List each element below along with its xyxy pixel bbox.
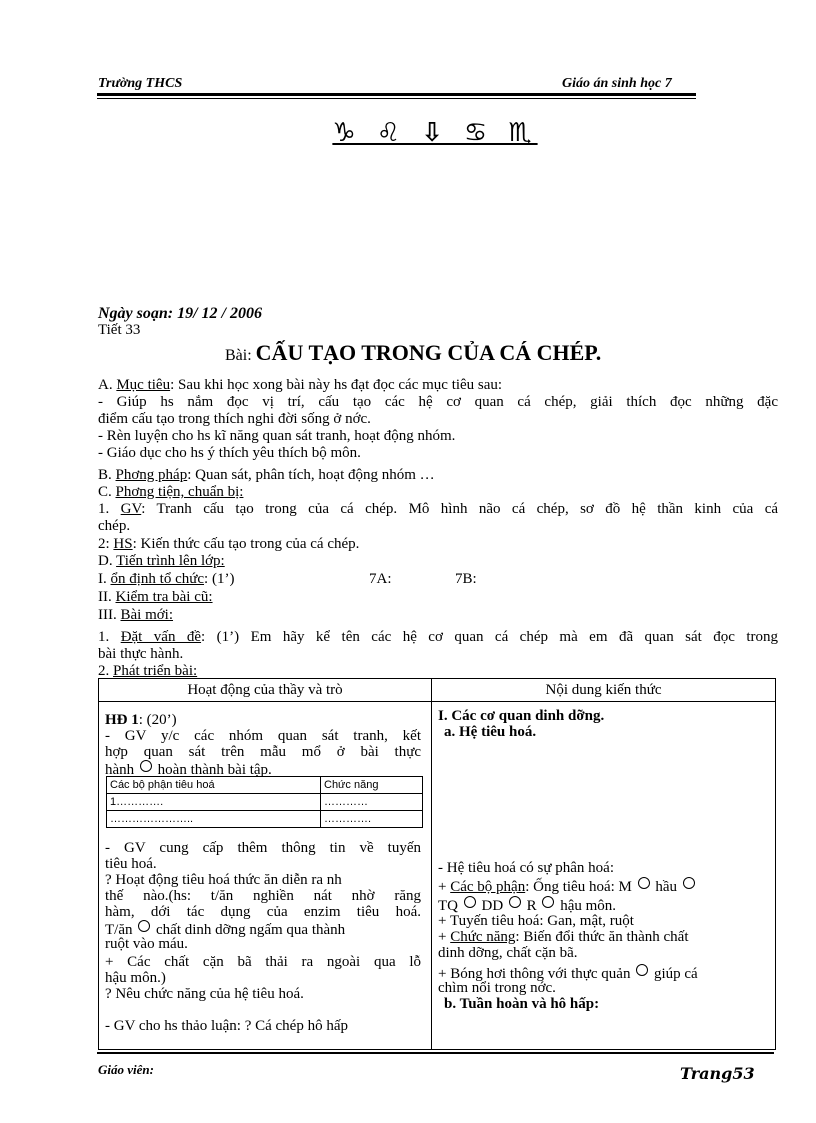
content-line-10: chìm nổi trong nớc. <box>438 980 556 996</box>
header-rule <box>97 93 696 96</box>
activity-line-8: hàm, dới tác dụng của enzim tiêu hoá. <box>105 904 421 920</box>
step-iii-line <box>98 607 778 624</box>
arrow-circle-icon <box>683 877 695 889</box>
section-a-title: Mục tiêu <box>116 377 171 393</box>
content-line-3: - Hệ tiêu hoá có sự phân hoá: <box>438 860 614 876</box>
section-d-label: D. <box>98 553 113 569</box>
worksheet-cell: 1…………. <box>107 794 321 811</box>
step-i-label: I. <box>98 571 107 587</box>
lesson-title-prefix: Bài: <box>225 347 252 364</box>
step-i-line <box>98 571 778 588</box>
content-line-4 <box>438 877 697 895</box>
lesson-title <box>225 340 601 366</box>
prep-teacher <box>98 501 778 518</box>
arrow-circle-icon <box>636 964 648 976</box>
content-cell <box>432 702 776 1050</box>
content-line-4b: Các bộ phận <box>450 879 526 895</box>
worksheet-header-parts: Các bộ phận tiêu hoá <box>107 777 321 794</box>
col-header-activities: Hoạt động của thầy và trò <box>99 679 432 702</box>
content-line-5d: hậu môn. <box>560 898 617 914</box>
content-heading-2: a. Hệ tiêu hoá. <box>444 724 537 740</box>
prep-student-label: 2: <box>98 536 110 552</box>
activity-line-1: - GV y/c các nhóm quan sát tranh, kết <box>105 728 421 744</box>
period-number: Tiết 33 <box>98 322 141 338</box>
activity-line-11: + Các chất cặn bã thải ra ngoài qua lỗ <box>105 954 421 970</box>
content-line-7 <box>438 929 689 945</box>
col-header-content: Nội dung kiến thức <box>432 679 776 702</box>
intro-label: 1. <box>98 629 110 645</box>
arrow-circle-icon <box>140 760 152 772</box>
date-prepared: Ngày soạn: 19/ 12 / 2006 <box>98 305 262 322</box>
section-b-label: B. <box>98 467 112 483</box>
content-line-4d: hầu <box>655 879 678 895</box>
content-line-7c: : Biến đổi thức ăn thành chất <box>515 929 689 945</box>
class-7b: 7B: <box>455 571 477 587</box>
prep-teacher-text: : Tranh cấu tạo trong của cá chép. Mô hình não cá chép, sơ đồ hệ thần kinh của cá <box>141 501 779 517</box>
class-7a: 7A: <box>369 571 392 587</box>
activity-line-14: - GV cho hs thảo luận: ? Cá chép hô hấp <box>105 1018 348 1034</box>
worksheet-header-function: Chức năng <box>321 777 423 794</box>
section-b-line <box>98 467 778 484</box>
arrow-circle-icon <box>509 896 521 908</box>
step-i-title: ổn định tổ chức <box>110 571 205 587</box>
content-line-5c: R <box>526 898 537 914</box>
section-b-title: Phơng pháp <box>115 467 188 483</box>
content-line-5 <box>438 896 616 914</box>
activity-line-10: ruột vào máu. <box>105 936 188 952</box>
intro-line-b: bài thực hành. <box>98 646 184 662</box>
prep-teacher-label: 1. <box>98 501 110 517</box>
section-a-line <box>98 377 778 394</box>
prep-teacher-b: chép. <box>98 518 131 534</box>
content-line-5a: TQ <box>438 898 458 914</box>
development-title: Phát triển bài: <box>113 663 198 679</box>
step-iii-title: Bài mới: <box>120 607 174 623</box>
activity-line-2: hợp quan sát trên mẫu mổ ở bài thực <box>105 744 421 760</box>
content-line-8: dinh dỡng, chất cặn bã. <box>438 945 578 961</box>
intro-text: : (1’) Em hãy kể tên các hệ cơ quan cá chép mà em đã quan sát đọc trong <box>201 629 778 645</box>
objective-1: - Giúp hs nắm đọc vị trí, cấu tạo các hệ cơ quan cá chép, giải thích đọc những đặc <box>98 394 778 410</box>
content-line-5b: DD <box>481 898 504 914</box>
content-line-9a: + Bóng hơi thông với thực quản <box>438 966 631 982</box>
section-c-label: C. <box>98 484 112 500</box>
activity-time: : (20’) <box>138 712 177 728</box>
digestive-worksheet-table <box>106 776 423 828</box>
lesson-table <box>98 678 776 1050</box>
prep-student-text: : Kiến thức cấu tạo trong của cá chép. <box>132 536 360 552</box>
step-ii-line <box>98 589 778 606</box>
content-line-4a: + <box>438 879 447 895</box>
content-line-9b: giúp cá <box>653 966 698 982</box>
arrow-circle-icon <box>138 920 150 932</box>
development-label: 2. <box>98 663 110 679</box>
intro-line <box>98 629 778 646</box>
activity-line-3a: hành <box>105 762 135 778</box>
objective-3: - Giáo dục cho hs ý thích yêu thích bộ môn. <box>98 445 361 461</box>
activity-line-6: ? Hoạt động tiêu hoá thức ăn diễn ra nh <box>105 872 342 888</box>
teacher-label: Giáo viên: <box>98 1062 154 1077</box>
objective-1b: điểm cấu tạo trong thích nghi đời sống ở nớc. <box>98 411 371 427</box>
worksheet-cell: …………. <box>321 811 423 828</box>
lesson-title-text: CẤU TẠO TRONG CỦA CÁ CHÉP. <box>255 340 602 365</box>
activity-line-9a: T/ăn <box>105 922 133 938</box>
arrow-circle-icon <box>464 896 476 908</box>
school-header: Trường THCS <box>98 76 183 91</box>
activity-title: HĐ 1 <box>105 712 139 728</box>
prep-student <box>98 536 778 553</box>
intro-title: Đặt vấn đề <box>120 629 202 645</box>
content-heading-3: b. Tuần hoàn và hô hấp: <box>444 996 600 1012</box>
activity-title-line <box>105 712 177 728</box>
content-line-7a: + <box>438 929 447 945</box>
prep-student-title: HS <box>113 536 133 552</box>
step-i-text: : (1’) <box>204 571 235 587</box>
prep-teacher-title: GV <box>120 501 142 517</box>
section-d-title: Tiến trình lên lớp: <box>116 553 225 569</box>
section-d-line <box>98 553 778 570</box>
header-rule-thin <box>97 98 696 99</box>
worksheet-cell: ………… <box>321 794 423 811</box>
activity-line-9b: chất dinh dỡng ngấm qua thành <box>156 922 346 938</box>
content-line-7b: Chức năng <box>450 929 516 945</box>
arrow-circle-icon <box>542 896 554 908</box>
activity-line-3b: hoàn thành bài tập. <box>157 762 272 778</box>
section-c-title: Phơng tiện, chuẩn bị: <box>115 484 244 500</box>
ornament-symbols: ♑ ♌ ⇩ ♋ ♏ <box>332 118 538 148</box>
content-line-4c: : Ống tiêu hoá: M <box>525 879 632 895</box>
activities-cell <box>99 702 432 1050</box>
page-number: Trang53 <box>680 1064 755 1083</box>
content-line-6: + Tuyến tiêu hoá: Gan, mật, ruột <box>438 913 634 929</box>
step-ii-label: II. <box>98 589 112 605</box>
activity-line-7: thế nào.(hs: t/ăn nghiền nát nhờ răng <box>105 888 421 904</box>
objective-2: - Rèn luyện cho hs kĩ năng quan sát tranh, hoạt động nhóm. <box>98 428 456 444</box>
step-ii-title: Kiểm tra bài cũ: <box>115 589 213 605</box>
section-a-label: A. <box>98 377 113 393</box>
arrow-circle-icon <box>638 877 650 889</box>
section-c-line <box>98 484 778 501</box>
content-heading-1: I. Các cơ quan dinh dỡng. <box>438 708 605 724</box>
step-iii-label: III. <box>98 607 117 623</box>
subject-header: Giáo án sinh học 7 <box>562 76 672 91</box>
section-b-text: : Quan sát, phân tích, hoạt động nhóm … <box>187 467 435 483</box>
section-a-text: : Sau khi học xong bài này hs đạt đọc các mục tiêu sau: <box>170 377 503 393</box>
worksheet-cell: ………………….. <box>107 811 321 828</box>
activity-line-4: - GV cung cấp thêm thông tin về tuyến <box>105 840 421 856</box>
activity-line-13: ? Nêu chức năng của hệ tiêu hoá. <box>105 986 304 1002</box>
activity-line-5: tiêu hoá. <box>105 856 157 872</box>
activity-line-12: hậu môn.) <box>105 970 166 986</box>
footer-rule <box>97 1052 774 1054</box>
